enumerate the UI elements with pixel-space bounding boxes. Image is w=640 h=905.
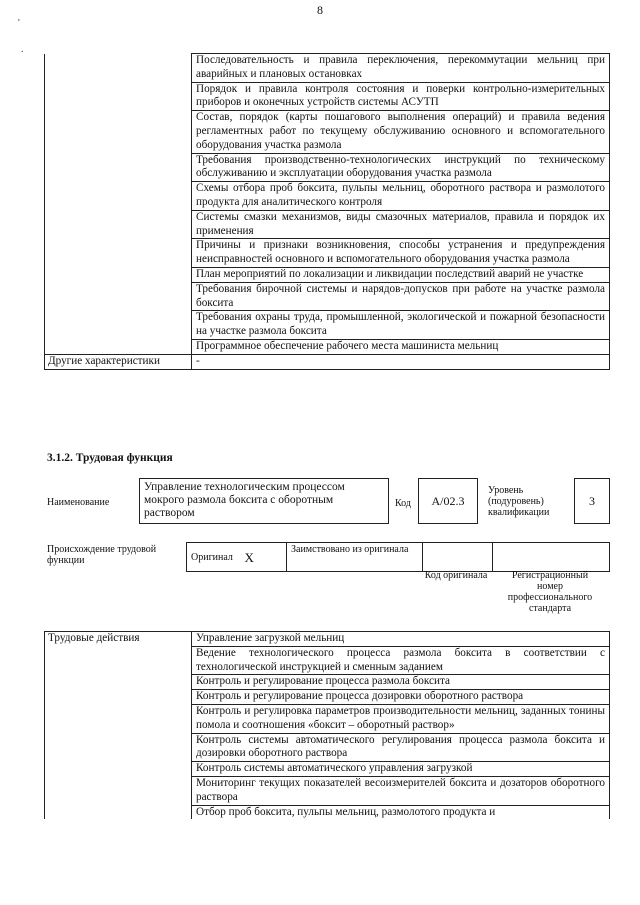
knowledge-item: Порядок и правила контроля состояния и поверки контрольно-измерительных приборов и оконечных устройств системы АСУТП [192,82,610,111]
name-label: Наименование [47,497,110,508]
origin-table [186,542,610,572]
actions-table [44,631,610,819]
actions-label: Трудовые действия [45,632,192,820]
action-item: Контроль системы автоматического регулирования процесса размола боксита и дозировки оборотного раствора [192,733,610,762]
action-item: Мониторинг текущих показателей весоизмерителей боксита и дозаторов оборотного раствора [192,776,610,805]
caption-code: Код оригинала [424,570,488,581]
action-item: Контроль и регулирование процесса размола боксита [192,675,610,690]
function-name-box [139,478,389,524]
knowledge-item: Требования бирочной системы и нарядов-допусков при работе на участке размола боксита [192,282,610,311]
borrowed-label: Заимствовано из оригинала [287,543,423,572]
original-label: Оригинал [187,543,241,572]
knowledge-item: Причины и признаки возникновения, способы устранения и предупреждения неисправностей основного и вспомогательного оборудования участка размола [192,239,610,268]
reg-number-cell [493,543,610,572]
caption-reg: Регистрационный номер профессионального стандарта [507,570,593,614]
knowledge-item: Последовательность и правила переключения, перекоммутации мельниц при аварийных и плановых остановках [192,54,610,83]
action-item: Контроль системы автоматического управления загрузкой [192,762,610,777]
level-label: Уровень (подуровень) квалификации [488,485,550,518]
knowledge-item: Требования производственно-технологических инструкций по техническому обслуживанию и эксплуатации оборудования участка размола [192,153,610,182]
knowledge-item: Программное обеспечение рабочего места машиниста мельниц [192,339,610,354]
action-item: Отбор проб боксита, пульпы мельниц, размолотого продукта и [192,805,610,819]
action-item: Контроль и регулирование процесса дозировки оборотного раствора [192,690,610,705]
scan-mark: ' [18,18,20,29]
code-label: Код [395,498,411,509]
other-characteristics-label: Другие характеристики [45,354,192,369]
level-box [574,478,610,524]
knowledge-item: Схемы отбора проб боксита, пульпы мельниц, оборотного раствора и размолотого продукта для аналитического контроля [192,182,610,211]
knowledge-item: Системы смазки механизмов, виды смазочных материалов, правила и порядок их применения [192,210,610,239]
action-item: Контроль и регулировка параметров производительности мельниц, заданных тонины помола и соотношения «боксит – оборотный раствор» [192,704,610,733]
original-mark: X [241,543,287,572]
blank-label-cell [45,54,192,355]
original-code-cell [423,543,493,572]
section-title: 3.1.2. Трудовая функция [47,452,173,464]
knowledge-item: Состав, порядок (карты пошагового выполнения операций) и правила ведения регламентных работ по текущему обслуживанию основного и вспомогательного оборудования участка размола [192,111,610,153]
knowledge-item: Требования охраны труда, промышленной, экологической и пожарной безопасности на участке размола боксита [192,311,610,340]
function-code: А/02.3 [431,493,465,508]
function-name: Управление технологическим процессом мокрого размола боксита с оборотным раствором [144,481,345,519]
other-characteristics-value: - [192,354,610,369]
level-value: 3 [589,493,595,508]
origin-label: Происхождение трудовой функции [47,544,157,566]
knowledge-table [44,53,610,370]
knowledge-item: План мероприятий по локализации и ликвидации последствий аварий не участке [192,267,610,282]
action-item: Управление загрузкой мельниц [192,632,610,647]
page-number: 8 [317,3,323,17]
action-item: Ведение технологического процесса размола боксита в соответствии с технологической инструкцией и сменным заданием [192,646,610,675]
function-code-box [418,478,478,524]
scan-mark: . [21,44,24,55]
